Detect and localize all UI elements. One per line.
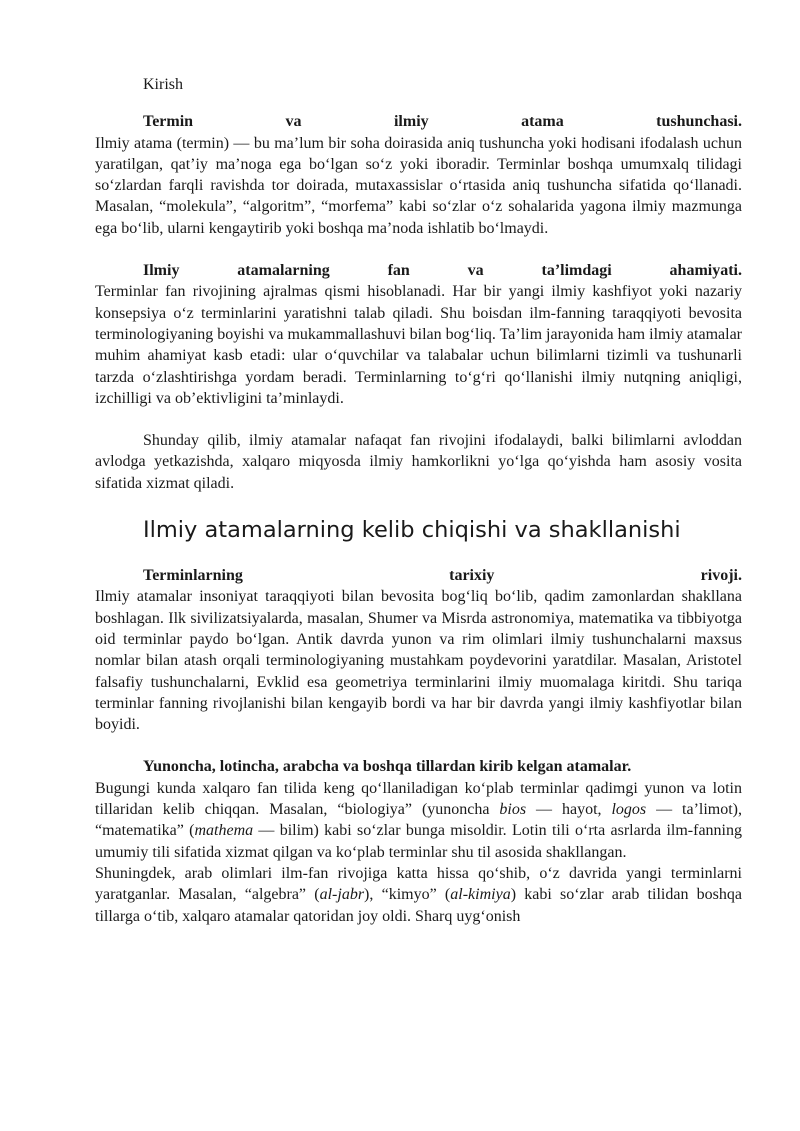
section-title-importance: Ilmiy atamalarning fan va ta’limdagi ahamiyati. [143,262,742,280]
section-title-termin-concept: Termin va ilmiy atama tushunchasi. [143,113,742,131]
section-title-history: Terminlarning tarixiy rivoji. [143,567,742,585]
section-title-borrowed-terms: Yunoncha, lotincha, arabcha va boshqa tillardan kirib kelgan atamalar. [143,758,632,776]
section-body-importance: Terminlar fan rivojining ajralmas qismi hisoblanadi. Har bir yangi ilmiy kashfiyot yoki nazariy konsepsiya o‘z terminlarini yaratishni talab qiladi. Shu boisdan ilm-fanning taraqqiyoti bevosita terminologiyaning boyishi va mukammallashuvi bilan bog‘liq. Ta’lim jarayonida ham ilmiy atamalar muhim ahamiyat kasb etadi: ular o‘quvchilar va talabalar uchun bilimlarni tizimli va tushunarli tarzda o‘zlashtirishga yordam beradi. Terminlarning to‘g‘ri qo‘llanishi ilmiy nutqning aniqligi, izchilligi va ob’ektivligini ta’minlaydi. [95,283,742,407]
section-history [95,565,742,735]
borrowed-text-d: — bilim) kabi so‘zlar bunga misoldir. Lotin tili o‘rta asrlarda ilm-fanning umumiy tili sifatida xizmat qilgan va ko‘plab terminlar shu til asosida shakllangan. [95,822,742,861]
borrowed-text-a: Bugungi kunda xalqaro fan tilida keng qo‘llaniladigan ko‘plab terminlar qadimgi yunon va lotin tillaridan kelib chiqqan. Masalan, “biologiya” (yunoncha [95,779,742,819]
borrowed-text-b: — hayot, [526,801,612,819]
section-heading: Ilmiy atamalarning kelib chiqishi va shakllanishi [143,517,681,544]
term-al-jabr: al-jabr [319,886,365,904]
section-body-history: Ilmiy atamalar insoniyat taraqqiyoti bilan bevosita bog‘liq bo‘lib, qadim zamonlardan shakllana boshlagan. Ilk sivilizatsiyalarda, masalan, Shumer va Misrda astronomiya, matematika va tibbiyotga oid terminlar paydo bo‘lgan. Antik davrda yunon va rim olimlari ilmiy tushunchalarni maxsus nomlar bilan atash orqali terminologiyaning mustahkam poydevorini yaratdilar. Masalan, Aristotel falsafiy tushunchalarni, Evklid esa geometriya terminlarini ilmiy muomalaga kiritdi. Shu tariqa terminlar fanning rivojlanishi bilan kengayib bordi va har bir davrda yangi ilmiy kashfiyotlar bilan boyidi. [95,588,742,734]
document-page [95,74,742,948]
section-importance [95,260,742,409]
section-body-termin-concept: Ilmiy atama (termin) — bu ma’lum bir soha doirasida aniq tushuncha yoki hodisani ifodalash uchun yaratilgan, qat’iy ma’noga ega bo‘lgan so‘z yoki iboradir. Terminlar boshqa umumxalq tilidagi so‘zlardan farqli ravishda tor doirada, mutaxassislar o‘rtasida aniq tushuncha sifatida qo‘llanadi. Masalan, “molekula”, “algoritm”, “morfema” kabi so‘zlar o‘z sohalarida yagona ilmiy mazmunga ega bo‘lib, ularni kengaytirib yoki boshqa ma’noda ishlatib bo‘lmaydi. [95,134,742,237]
term-mathema: mathema [194,822,254,840]
term-al-kimiya: al-kimiya [450,886,511,904]
section-borrowed-terms [95,756,742,926]
borrowed-text-c: — ta’limot), “matematika” ( [95,801,743,840]
borrowed-text-f: ), “kimyo” ( [364,886,451,904]
section-termin-concept [95,111,742,239]
conclusion-paragraph: Shunday qilib, ilmiy atamalar nafaqat fan rivojini ifodalaydi, balki bilimlarni avloddan avlodga yetkazishda, xalqaro miqyosda ilmiy hamkorlikni yo‘lga qo‘yishda ham asosiy vosita sifatida xizmat qiladi. [95,432,742,492]
borrowed-text-e: Shuningdek, arab olimlari ilm-fan rivojiga katta hissa qo‘shib, o‘z davrida yangi terminlarni yaratganlar. Masalan, “algebra” ( [95,864,742,904]
term-bios: bios [499,801,527,819]
term-logos: logos [611,801,647,819]
borrowed-text-g: ) kabi so‘zlar arab tilidan boshqa tillarga o‘tib, xalqaro atamalar qatoridan joy oldi. Sharq uyg‘onish [95,886,743,925]
intro-label: Kirish [143,76,183,93]
